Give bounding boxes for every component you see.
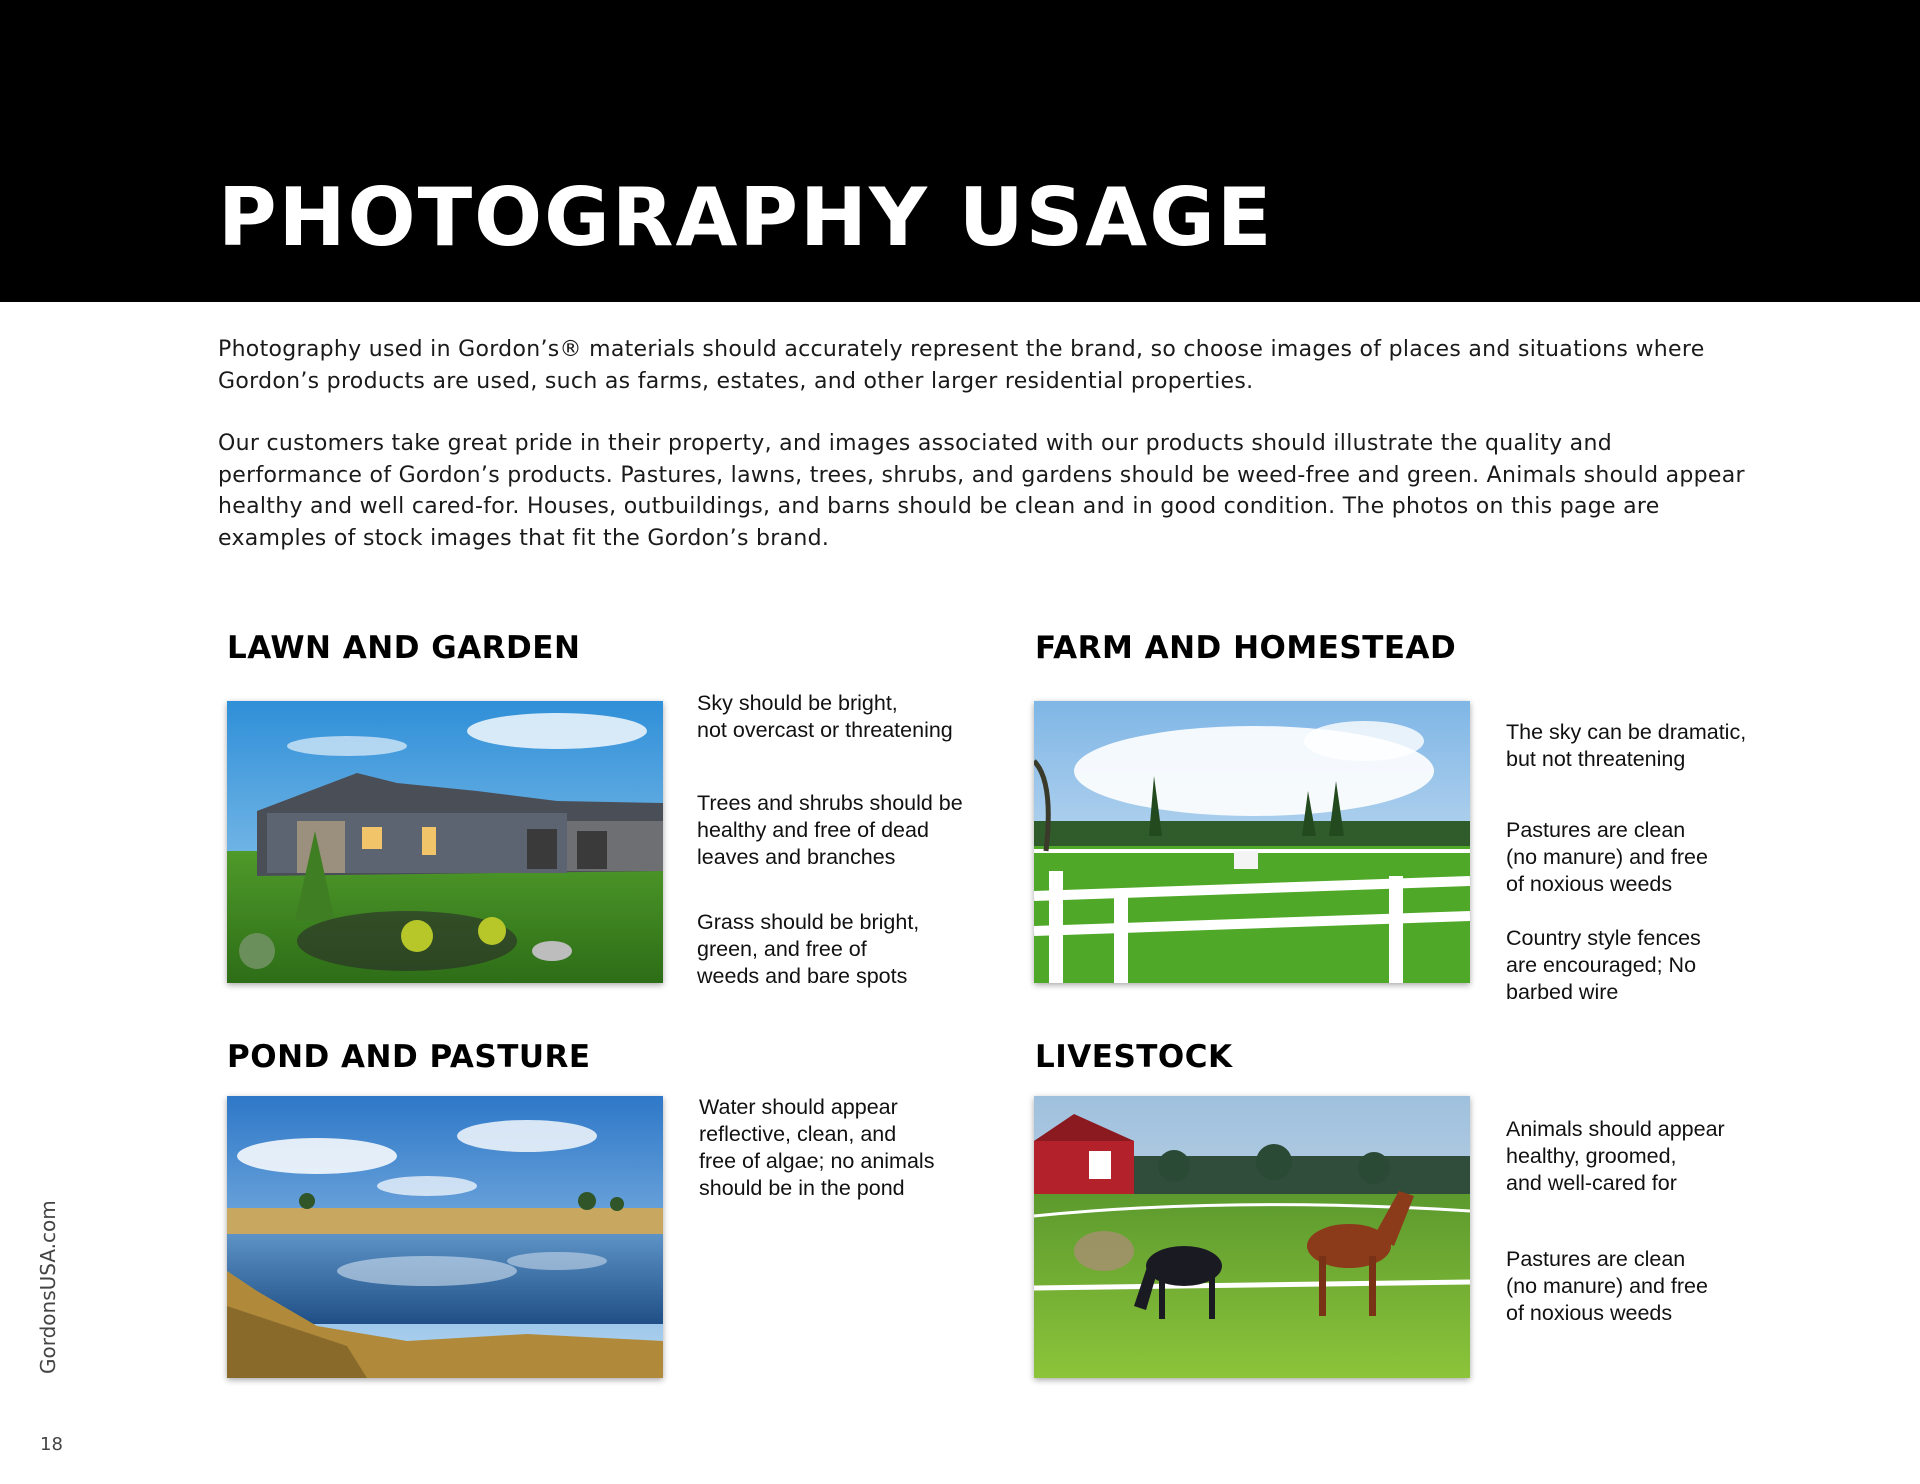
section-heading-farm-homestead: FARM AND HOMESTEAD	[1035, 630, 1457, 666]
section-heading-lawn-garden: LAWN AND GARDEN	[227, 630, 581, 666]
farm-homestead-notes	[1506, 719, 1796, 1006]
livestock-photo	[1034, 1096, 1470, 1378]
section-heading-pond-pasture: POND AND PASTURE	[227, 1039, 591, 1075]
note-text: Water should appear reflective, clean, and free of algae; no animals should be in the pond	[699, 1095, 935, 1200]
note-text: Pastures are clean (no manure) and free of noxious weeds	[1506, 818, 1708, 896]
pond-pasture-photo	[227, 1096, 663, 1378]
page-number: 18	[40, 1434, 63, 1455]
livestock-notes	[1506, 1116, 1796, 1327]
note-text: Animals should appear healthy, groomed, and well-cared for	[1506, 1117, 1725, 1195]
section-heading-livestock: LIVESTOCK	[1035, 1039, 1233, 1075]
lawn-garden-photo	[227, 701, 663, 983]
intro-text	[218, 334, 1758, 585]
note-text: Pastures are clean (no manure) and free of noxious weeds	[1506, 1247, 1708, 1325]
note-text: Sky should be bright, not overcast or threatening	[697, 691, 953, 742]
note-text: The sky can be dramatic, but not threatening	[1506, 720, 1747, 771]
farm-homestead-photo	[1034, 701, 1470, 983]
note-text: Country style fences are encouraged; No barbed wire	[1506, 926, 1701, 1004]
note-text: Trees and shrubs should be healthy and free of dead leaves and branches	[697, 791, 963, 869]
pond-pasture-notes	[699, 1094, 999, 1202]
page-title: PHOTOGRAPHY USAGE	[218, 171, 1274, 264]
lawn-garden-notes	[697, 690, 997, 990]
intro-paragraph: Our customers take great pride in their property, and images associated with our products should illustrate the quality and performance of Gordon’s products. Pastures, lawns, trees, shrubs, and gardens should be weed-free and green. Animals should appear healthy and well cared-for. Houses, outbuildings, and barns should be clean and in good condition. The photos on this page are examples of stock images that fit the Gordon’s brand.	[218, 431, 1745, 551]
website-url: GordonsUSA.com	[36, 1200, 60, 1374]
note-text: Grass should be bright, green, and free of weeds and bare spots	[697, 910, 920, 988]
intro-paragraph: Photography used in Gordon’s® materials should accurately represent the brand, so choose images of places and situations where Gordon’s products are used, such as farms, estates, and other larger residential properties.	[218, 337, 1705, 394]
